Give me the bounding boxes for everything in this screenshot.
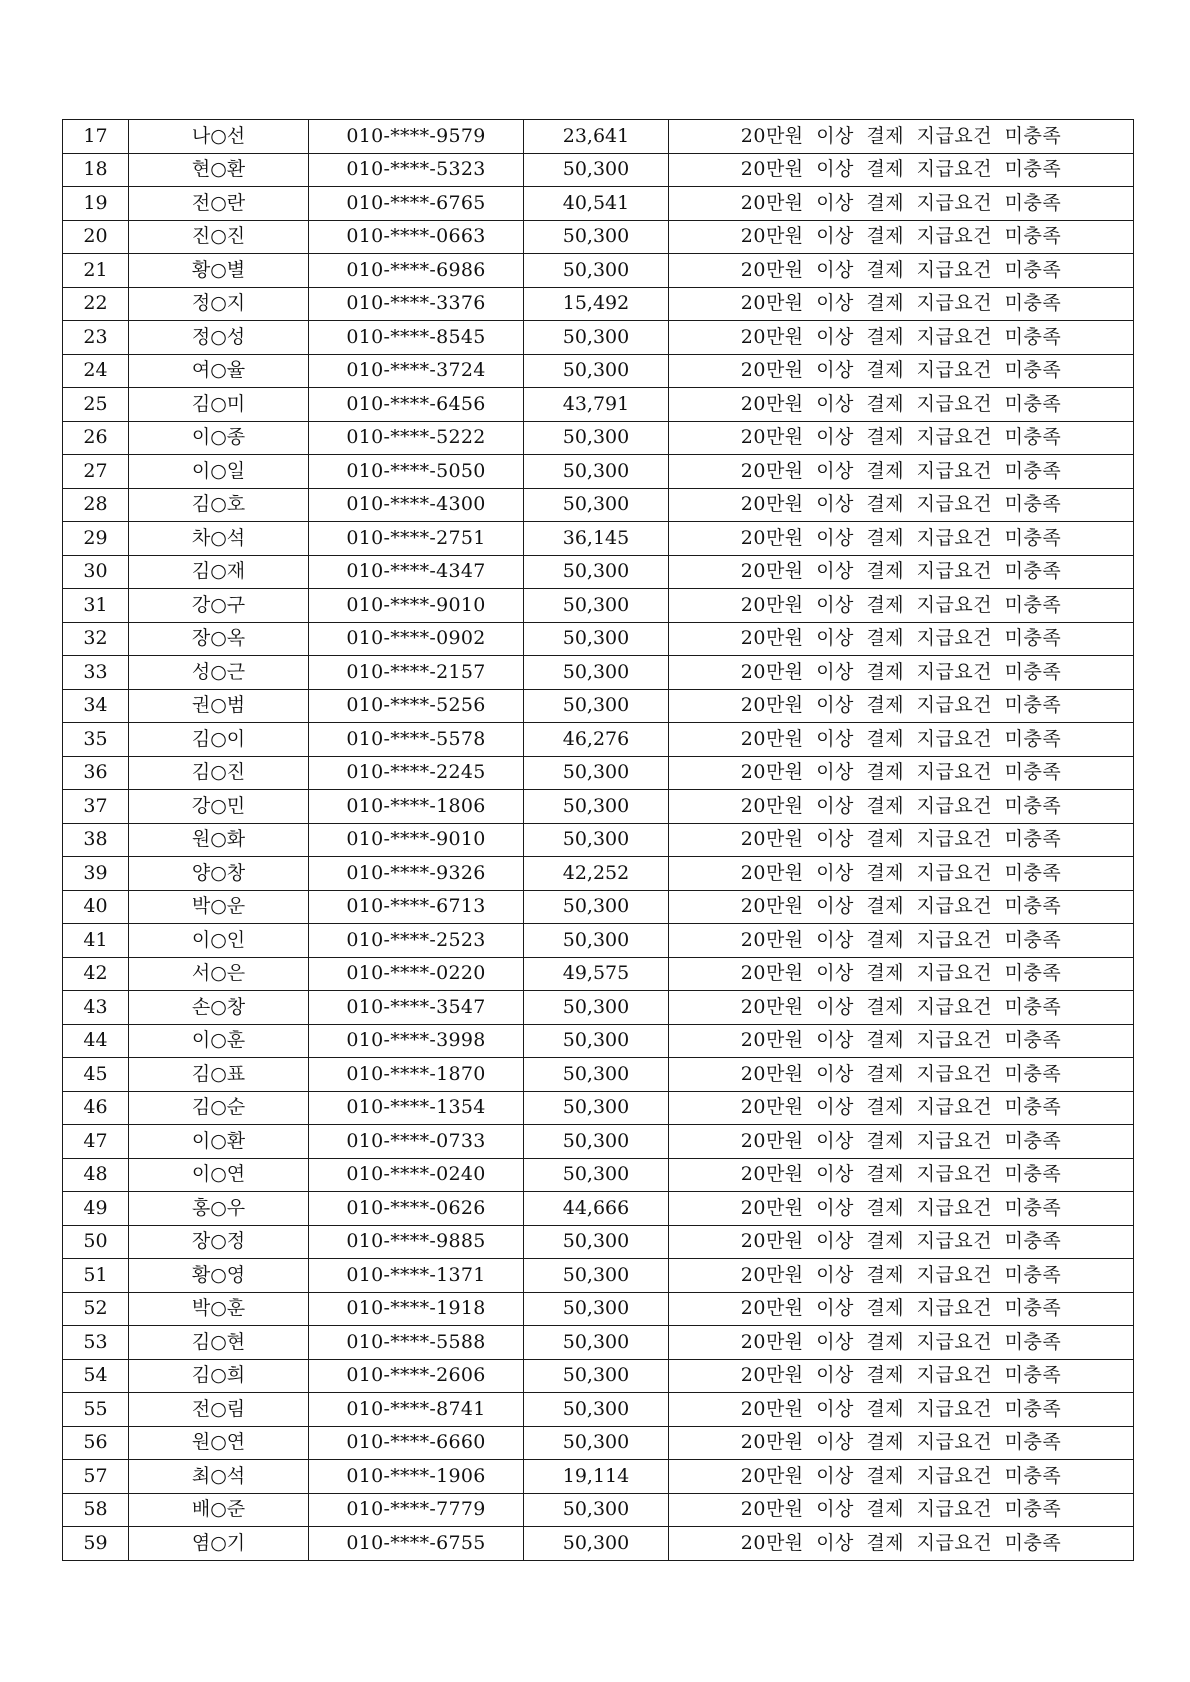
table-row — [63, 287, 1134, 321]
amount-cell: 19,114 — [524, 1460, 669, 1494]
amount-cell: 50,300 — [524, 220, 669, 254]
row-number-cell: 52 — [63, 1292, 129, 1326]
table-row — [63, 354, 1134, 388]
name-cell: 김○호 — [129, 488, 309, 522]
reason-cell: 20만원 이상 결제 지급요건 미충족 — [669, 455, 1134, 489]
row-number-cell: 41 — [63, 924, 129, 958]
name-cell: 여○율 — [129, 354, 309, 388]
table-row — [63, 823, 1134, 857]
table-row — [63, 321, 1134, 355]
name-cell: 이○환 — [129, 1125, 309, 1159]
row-number-cell: 54 — [63, 1359, 129, 1393]
phone-cell: 010-****-3547 — [309, 991, 524, 1025]
row-number-cell: 44 — [63, 1024, 129, 1058]
row-number-cell: 33 — [63, 656, 129, 690]
reason-cell: 20만원 이상 결제 지급요건 미충족 — [669, 790, 1134, 824]
table-row — [63, 1058, 1134, 1092]
table-row — [63, 555, 1134, 589]
name-cell: 서○은 — [129, 957, 309, 991]
phone-cell: 010-****-1806 — [309, 790, 524, 824]
phone-cell: 010-****-5323 — [309, 153, 524, 187]
phone-cell: 010-****-3998 — [309, 1024, 524, 1058]
phone-cell: 010-****-8741 — [309, 1393, 524, 1427]
amount-cell: 50,300 — [524, 656, 669, 690]
row-number-cell: 46 — [63, 1091, 129, 1125]
phone-cell: 010-****-6986 — [309, 254, 524, 288]
reason-cell: 20만원 이상 결제 지급요건 미충족 — [669, 656, 1134, 690]
row-number-cell: 19 — [63, 187, 129, 221]
table-row — [63, 589, 1134, 623]
amount-cell: 46,276 — [524, 723, 669, 757]
amount-cell: 50,300 — [524, 321, 669, 355]
amount-cell: 50,300 — [524, 589, 669, 623]
reason-cell: 20만원 이상 결제 지급요건 미충족 — [669, 1493, 1134, 1527]
row-number-cell: 28 — [63, 488, 129, 522]
phone-cell: 010-****-0733 — [309, 1125, 524, 1159]
reason-cell: 20만원 이상 결제 지급요건 미충족 — [669, 1058, 1134, 1092]
amount-cell: 50,300 — [524, 1158, 669, 1192]
name-cell: 이○훈 — [129, 1024, 309, 1058]
name-cell: 장○옥 — [129, 622, 309, 656]
reason-cell: 20만원 이상 결제 지급요건 미충족 — [669, 622, 1134, 656]
row-number-cell: 42 — [63, 957, 129, 991]
reason-cell: 20만원 이상 결제 지급요건 미충족 — [669, 522, 1134, 556]
reason-cell: 20만원 이상 결제 지급요건 미충족 — [669, 1259, 1134, 1293]
row-number-cell: 24 — [63, 354, 129, 388]
row-number-cell: 56 — [63, 1426, 129, 1460]
name-cell: 황○별 — [129, 254, 309, 288]
name-cell: 박○운 — [129, 890, 309, 924]
reason-cell: 20만원 이상 결제 지급요건 미충족 — [669, 1326, 1134, 1360]
amount-cell: 50,300 — [524, 153, 669, 187]
row-number-cell: 31 — [63, 589, 129, 623]
phone-cell: 010-****-1906 — [309, 1460, 524, 1494]
table-row — [63, 857, 1134, 891]
amount-cell: 50,300 — [524, 488, 669, 522]
table-row — [63, 421, 1134, 455]
reason-cell: 20만원 이상 결제 지급요건 미충족 — [669, 1527, 1134, 1561]
amount-cell: 50,300 — [524, 1058, 669, 1092]
table-row — [63, 1493, 1134, 1527]
phone-cell: 010-****-0626 — [309, 1192, 524, 1226]
reason-cell: 20만원 이상 결제 지급요건 미충족 — [669, 890, 1134, 924]
table-row — [63, 957, 1134, 991]
name-cell: 강○민 — [129, 790, 309, 824]
table-row — [63, 1460, 1134, 1494]
reason-cell: 20만원 이상 결제 지급요건 미충족 — [669, 153, 1134, 187]
phone-cell: 010-****-8545 — [309, 321, 524, 355]
amount-cell: 50,300 — [524, 254, 669, 288]
table-row — [63, 1125, 1134, 1159]
name-cell: 김○이 — [129, 723, 309, 757]
phone-cell: 010-****-5050 — [309, 455, 524, 489]
row-number-cell: 57 — [63, 1460, 129, 1494]
row-number-cell: 49 — [63, 1192, 129, 1226]
amount-cell: 50,300 — [524, 555, 669, 589]
table-row — [63, 1192, 1134, 1226]
phone-cell: 010-****-0220 — [309, 957, 524, 991]
row-number-cell: 29 — [63, 522, 129, 556]
name-cell: 손○창 — [129, 991, 309, 1025]
phone-cell: 010-****-1918 — [309, 1292, 524, 1326]
table-row — [63, 187, 1134, 221]
name-cell: 김○순 — [129, 1091, 309, 1125]
phone-cell: 010-****-1870 — [309, 1058, 524, 1092]
name-cell: 김○재 — [129, 555, 309, 589]
amount-cell: 50,300 — [524, 622, 669, 656]
row-number-cell: 50 — [63, 1225, 129, 1259]
row-number-cell: 22 — [63, 287, 129, 321]
phone-cell: 010-****-2523 — [309, 924, 524, 958]
name-cell: 김○표 — [129, 1058, 309, 1092]
name-cell: 김○진 — [129, 756, 309, 790]
table-row — [63, 1426, 1134, 1460]
name-cell: 전○란 — [129, 187, 309, 221]
row-number-cell: 27 — [63, 455, 129, 489]
table-row — [63, 1292, 1134, 1326]
table-row — [63, 220, 1134, 254]
name-cell: 최○석 — [129, 1460, 309, 1494]
reason-cell: 20만원 이상 결제 지급요건 미충족 — [669, 1225, 1134, 1259]
phone-cell: 010-****-6755 — [309, 1527, 524, 1561]
phone-cell: 010-****-2751 — [309, 522, 524, 556]
phone-cell: 010-****-9885 — [309, 1225, 524, 1259]
amount-cell: 49,575 — [524, 957, 669, 991]
table-row — [63, 1359, 1134, 1393]
table-row — [63, 1259, 1134, 1293]
row-number-cell: 47 — [63, 1125, 129, 1159]
name-cell: 박○훈 — [129, 1292, 309, 1326]
row-number-cell: 45 — [63, 1058, 129, 1092]
reason-cell: 20만원 이상 결제 지급요건 미충족 — [669, 589, 1134, 623]
row-number-cell: 48 — [63, 1158, 129, 1192]
reason-cell: 20만원 이상 결제 지급요건 미충족 — [669, 187, 1134, 221]
table-row — [63, 1225, 1134, 1259]
reason-cell: 20만원 이상 결제 지급요건 미충족 — [669, 220, 1134, 254]
recipient-table-body — [63, 120, 1134, 1561]
name-cell: 강○구 — [129, 589, 309, 623]
reason-cell: 20만원 이상 결제 지급요건 미충족 — [669, 421, 1134, 455]
reason-cell: 20만원 이상 결제 지급요건 미충족 — [669, 254, 1134, 288]
name-cell: 김○현 — [129, 1326, 309, 1360]
amount-cell: 50,300 — [524, 924, 669, 958]
phone-cell: 010-****-3376 — [309, 287, 524, 321]
row-number-cell: 32 — [63, 622, 129, 656]
reason-cell: 20만원 이상 결제 지급요건 미충족 — [669, 321, 1134, 355]
reason-cell: 20만원 이상 결제 지급요건 미충족 — [669, 1359, 1134, 1393]
amount-cell: 50,300 — [524, 421, 669, 455]
row-number-cell: 18 — [63, 153, 129, 187]
table-row — [63, 924, 1134, 958]
amount-cell: 50,300 — [524, 1125, 669, 1159]
name-cell: 전○림 — [129, 1393, 309, 1427]
name-cell: 나○선 — [129, 120, 309, 154]
name-cell: 이○일 — [129, 455, 309, 489]
phone-cell: 010-****-0240 — [309, 1158, 524, 1192]
reason-cell: 20만원 이상 결제 지급요건 미충족 — [669, 723, 1134, 757]
phone-cell: 010-****-3724 — [309, 354, 524, 388]
table-row — [63, 1091, 1134, 1125]
name-cell: 진○진 — [129, 220, 309, 254]
amount-cell: 50,300 — [524, 790, 669, 824]
phone-cell: 010-****-5222 — [309, 421, 524, 455]
row-number-cell: 43 — [63, 991, 129, 1025]
reason-cell: 20만원 이상 결제 지급요건 미충족 — [669, 354, 1134, 388]
phone-cell: 010-****-1354 — [309, 1091, 524, 1125]
row-number-cell: 37 — [63, 790, 129, 824]
row-number-cell: 23 — [63, 321, 129, 355]
name-cell: 염○기 — [129, 1527, 309, 1561]
amount-cell: 50,300 — [524, 455, 669, 489]
row-number-cell: 53 — [63, 1326, 129, 1360]
row-number-cell: 58 — [63, 1493, 129, 1527]
table-row — [63, 756, 1134, 790]
amount-cell: 50,300 — [524, 991, 669, 1025]
phone-cell: 010-****-9326 — [309, 857, 524, 891]
row-number-cell: 39 — [63, 857, 129, 891]
amount-cell: 42,252 — [524, 857, 669, 891]
reason-cell: 20만원 이상 결제 지급요건 미충족 — [669, 388, 1134, 422]
table-row — [63, 656, 1134, 690]
phone-cell: 010-****-5588 — [309, 1326, 524, 1360]
row-number-cell: 17 — [63, 120, 129, 154]
table-row — [63, 1024, 1134, 1058]
reason-cell: 20만원 이상 결제 지급요건 미충족 — [669, 1393, 1134, 1427]
phone-cell: 010-****-4347 — [309, 555, 524, 589]
reason-cell: 20만원 이상 결제 지급요건 미충족 — [669, 857, 1134, 891]
name-cell: 차○석 — [129, 522, 309, 556]
name-cell: 이○인 — [129, 924, 309, 958]
reason-cell: 20만원 이상 결제 지급요건 미충족 — [669, 823, 1134, 857]
name-cell: 이○종 — [129, 421, 309, 455]
amount-cell: 50,300 — [524, 1359, 669, 1393]
amount-cell: 50,300 — [524, 823, 669, 857]
table-row — [63, 991, 1134, 1025]
row-number-cell: 20 — [63, 220, 129, 254]
phone-cell: 010-****-5578 — [309, 723, 524, 757]
name-cell: 김○희 — [129, 1359, 309, 1393]
amount-cell: 50,300 — [524, 1326, 669, 1360]
table-row — [63, 622, 1134, 656]
name-cell: 장○정 — [129, 1225, 309, 1259]
row-number-cell: 34 — [63, 689, 129, 723]
reason-cell: 20만원 이상 결제 지급요건 미충족 — [669, 287, 1134, 321]
table-row — [63, 1158, 1134, 1192]
name-cell: 양○창 — [129, 857, 309, 891]
phone-cell: 010-****-7779 — [309, 1493, 524, 1527]
name-cell: 권○범 — [129, 689, 309, 723]
table-row — [63, 153, 1134, 187]
reason-cell: 20만원 이상 결제 지급요건 미충족 — [669, 1426, 1134, 1460]
name-cell: 김○미 — [129, 388, 309, 422]
amount-cell: 50,300 — [524, 756, 669, 790]
name-cell: 현○환 — [129, 153, 309, 187]
name-cell: 성○근 — [129, 656, 309, 690]
reason-cell: 20만원 이상 결제 지급요건 미충족 — [669, 1292, 1134, 1326]
reason-cell: 20만원 이상 결제 지급요건 미충족 — [669, 689, 1134, 723]
reason-cell: 20만원 이상 결제 지급요건 미충족 — [669, 555, 1134, 589]
table-row — [63, 254, 1134, 288]
row-number-cell: 26 — [63, 421, 129, 455]
phone-cell: 010-****-6456 — [309, 388, 524, 422]
name-cell: 원○연 — [129, 1426, 309, 1460]
table-row — [63, 790, 1134, 824]
name-cell: 이○연 — [129, 1158, 309, 1192]
row-number-cell: 36 — [63, 756, 129, 790]
recipient-table-container — [62, 119, 1133, 1561]
phone-cell: 010-****-2157 — [309, 656, 524, 690]
row-number-cell: 51 — [63, 1259, 129, 1293]
phone-cell: 010-****-0902 — [309, 622, 524, 656]
phone-cell: 010-****-9010 — [309, 589, 524, 623]
row-number-cell: 35 — [63, 723, 129, 757]
name-cell: 배○준 — [129, 1493, 309, 1527]
phone-cell: 010-****-4300 — [309, 488, 524, 522]
amount-cell: 50,300 — [524, 1527, 669, 1561]
reason-cell: 20만원 이상 결제 지급요건 미충족 — [669, 120, 1134, 154]
amount-cell: 50,300 — [524, 354, 669, 388]
phone-cell: 010-****-9010 — [309, 823, 524, 857]
row-number-cell: 30 — [63, 555, 129, 589]
amount-cell: 50,300 — [524, 1091, 669, 1125]
amount-cell: 50,300 — [524, 1024, 669, 1058]
amount-cell: 50,300 — [524, 1259, 669, 1293]
table-row — [63, 522, 1134, 556]
reason-cell: 20만원 이상 결제 지급요건 미충족 — [669, 1192, 1134, 1226]
phone-cell: 010-****-2245 — [309, 756, 524, 790]
name-cell: 원○화 — [129, 823, 309, 857]
row-number-cell: 38 — [63, 823, 129, 857]
amount-cell: 23,641 — [524, 120, 669, 154]
name-cell: 홍○우 — [129, 1192, 309, 1226]
amount-cell: 50,300 — [524, 890, 669, 924]
name-cell: 정○성 — [129, 321, 309, 355]
phone-cell: 010-****-2606 — [309, 1359, 524, 1393]
table-row — [63, 120, 1134, 154]
table-row — [63, 1393, 1134, 1427]
phone-cell: 010-****-5256 — [309, 689, 524, 723]
amount-cell: 50,300 — [524, 1426, 669, 1460]
row-number-cell: 25 — [63, 388, 129, 422]
reason-cell: 20만원 이상 결제 지급요건 미충족 — [669, 1091, 1134, 1125]
table-row — [63, 689, 1134, 723]
reason-cell: 20만원 이상 결제 지급요건 미충족 — [669, 488, 1134, 522]
row-number-cell: 59 — [63, 1527, 129, 1561]
amount-cell: 44,666 — [524, 1192, 669, 1226]
table-row — [63, 890, 1134, 924]
amount-cell: 40,541 — [524, 187, 669, 221]
recipient-table — [62, 119, 1134, 1561]
table-row — [63, 388, 1134, 422]
table-row — [63, 1527, 1134, 1561]
phone-cell: 010-****-6660 — [309, 1426, 524, 1460]
row-number-cell: 55 — [63, 1393, 129, 1427]
reason-cell: 20만원 이상 결제 지급요건 미충족 — [669, 924, 1134, 958]
phone-cell: 010-****-0663 — [309, 220, 524, 254]
phone-cell: 010-****-6713 — [309, 890, 524, 924]
phone-cell: 010-****-9579 — [309, 120, 524, 154]
name-cell: 정○지 — [129, 287, 309, 321]
reason-cell: 20만원 이상 결제 지급요건 미충족 — [669, 756, 1134, 790]
table-row — [63, 1326, 1134, 1360]
reason-cell: 20만원 이상 결제 지급요건 미충족 — [669, 1125, 1134, 1159]
amount-cell: 36,145 — [524, 522, 669, 556]
reason-cell: 20만원 이상 결제 지급요건 미충족 — [669, 957, 1134, 991]
table-row — [63, 488, 1134, 522]
table-row — [63, 455, 1134, 489]
amount-cell: 15,492 — [524, 287, 669, 321]
row-number-cell: 40 — [63, 890, 129, 924]
amount-cell: 50,300 — [524, 1225, 669, 1259]
amount-cell: 50,300 — [524, 1493, 669, 1527]
row-number-cell: 21 — [63, 254, 129, 288]
phone-cell: 010-****-6765 — [309, 187, 524, 221]
amount-cell: 50,300 — [524, 689, 669, 723]
amount-cell: 50,300 — [524, 1393, 669, 1427]
amount-cell: 43,791 — [524, 388, 669, 422]
reason-cell: 20만원 이상 결제 지급요건 미충족 — [669, 1024, 1134, 1058]
phone-cell: 010-****-1371 — [309, 1259, 524, 1293]
name-cell: 황○영 — [129, 1259, 309, 1293]
reason-cell: 20만원 이상 결제 지급요건 미충족 — [669, 1158, 1134, 1192]
table-row — [63, 723, 1134, 757]
reason-cell: 20만원 이상 결제 지급요건 미충족 — [669, 991, 1134, 1025]
amount-cell: 50,300 — [524, 1292, 669, 1326]
reason-cell: 20만원 이상 결제 지급요건 미충족 — [669, 1460, 1134, 1494]
